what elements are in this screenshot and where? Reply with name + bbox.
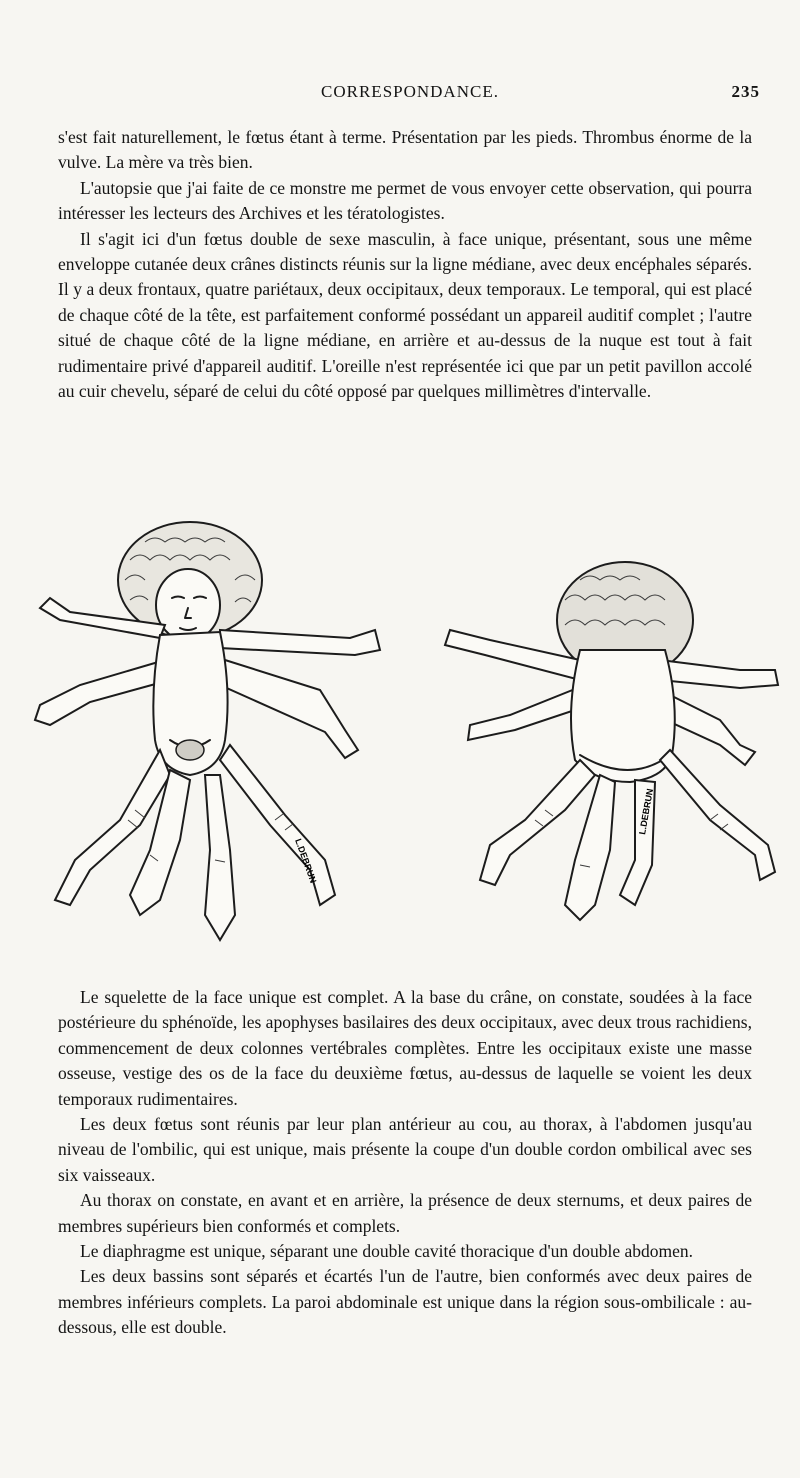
paragraph: Au thorax on constate, en avant et en arrière, la présence de deux sternums, et deux paires de membres supérieurs bien conformés et complets. <box>58 1190 752 1236</box>
paragraph: Il s'agit ici d'un fœtus double de sexe masculin, à face unique, présentant, sous une même enveloppe cutanée deux crânes distincts réunis sur la ligne médiane, avec deux encéphales séparés. Il y a deux frontaux, quatre pariétaux, deux occipitaux, deux temporaux. Le temporal, qui est placé de chaque côté de la tête, est parfaitement conformé possédant un appareil auditif complet ; l'autre situé de chaque côté de la ligne médiane, en arrière et au-dessus de la nuque est tout à fait rudimentaire privé d'appareil auditif. L'oreille n'est représentée ici que par un petit pavillon accolé au cuir chevelu, séparé de celui du côté opposé par quelques millimètres d'intervalle. <box>58 228 752 402</box>
paragraph: Le squelette de la face unique est complet. A la base du crâne, on constate, soudées à la face postérieure du sphénoïde, les apophyses basilaires des deux occipitaux, avec deux trous rachidiens, commencement de deux colonnes vertébrales complètes. Entre les occipitaux existe une masse osseuse, vestige des os de la face du deuxième fœtus, au-dessus de laquelle se voient les deux temporaux rudimentaires. <box>58 987 752 1109</box>
engraver-signature-left: L.DEBRUN <box>293 837 319 885</box>
text-block-bottom <box>58 985 752 1341</box>
page-number: 235 <box>731 82 760 101</box>
header-title: CORRESPONDANCE. <box>321 82 499 101</box>
running-header <box>60 82 760 112</box>
fetus-engraving <box>20 520 790 960</box>
paragraph: Les deux bassins sont séparés et écartés l'un de l'autre, bien conformés avec deux paires de membres inférieurs complets. La paroi abdominale est unique dans la région sous-ombilicale : au-dessous, elle est double. <box>58 1266 752 1338</box>
fetus-front-view <box>35 522 380 940</box>
paragraph: Les deux fœtus sont réunis par leur plan antérieur au cou, au thorax, à l'abdomen jusqu'au niveau de l'ombilic, qui est unique, mais présente la coupe d'un double cordon ombilical avec ses six vaisseaux. <box>58 1114 752 1185</box>
paragraph: L'autopsie que j'ai faite de ce monstre me permet de vous envoyer cette observation, qui pourra intéresser les lecteurs des Archives et les tératologistes. <box>58 177 752 224</box>
figure-illustration <box>20 520 790 960</box>
paragraph: s'est fait naturellement, le fœtus étant à terme. Présentation par les pieds. Thrombus énorme de la vulve. La mère va très bien. <box>58 127 752 173</box>
paragraph: Le diaphragme est unique, séparant une double cavité thoracique d'un double abdomen. <box>80 1241 694 1262</box>
fetus-back-view <box>445 562 778 920</box>
engraver-signature-right: L.DEBRUN <box>637 787 656 836</box>
text-block-top <box>58 125 752 404</box>
